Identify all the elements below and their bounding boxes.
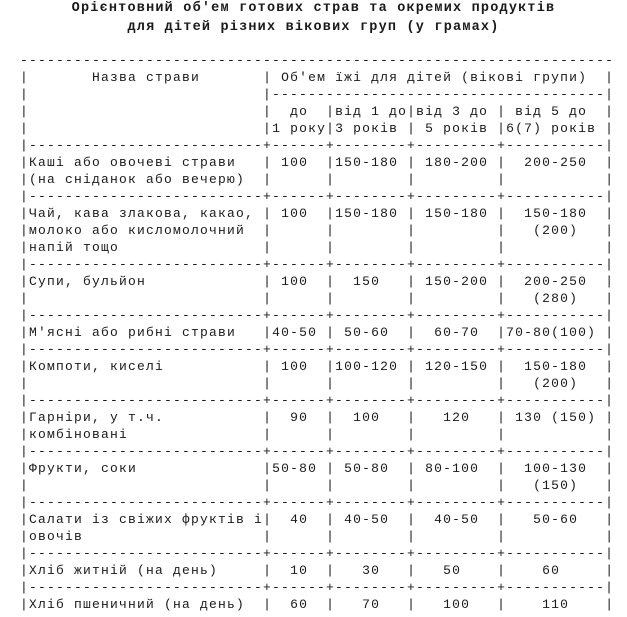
column-border: | (263, 512, 273, 527)
table-row-line (20, 409, 614, 426)
column-border: | (605, 155, 615, 170)
column-border: | (263, 291, 273, 306)
row-divider (20, 341, 614, 358)
divider-rule: |--------------------------+------+--------+---------+-----------| (20, 546, 615, 561)
portion-value (335, 240, 407, 255)
row-divider (20, 443, 614, 460)
column-border: | (326, 104, 336, 119)
dish-name: Фрукти, соки (29, 461, 264, 476)
table-row-line (20, 205, 614, 222)
column-border: | (326, 427, 336, 442)
column-border: | (605, 104, 615, 119)
column-border: | (605, 274, 615, 289)
column-border: | (497, 155, 507, 170)
header-line (20, 69, 614, 86)
portion-value (272, 291, 326, 306)
column-border: | (20, 410, 30, 425)
column-border: | (497, 461, 507, 476)
header-line (20, 103, 614, 120)
divider-rule: |--------------------------+------+--------+---------+-----------| (20, 580, 615, 595)
column-border: | (20, 104, 264, 119)
column-border: | (326, 410, 336, 425)
column-border: | (497, 104, 507, 119)
portion-value (506, 529, 605, 544)
portion-value: 120-150 (416, 359, 498, 374)
header-line (20, 120, 614, 137)
column-border: | (407, 206, 417, 221)
table-row-line (20, 426, 614, 443)
portion-value: 100 (272, 206, 327, 221)
document-title-line-2: для дітей різних вікових груп (у грамах) (127, 20, 500, 35)
dish-name: Супи, бульйон (29, 274, 264, 289)
column-border: | (605, 121, 615, 136)
age-group-header: 1 року (272, 121, 327, 136)
portion-value: 150-180 (335, 155, 408, 170)
column-border: | (407, 325, 417, 340)
row-divider (20, 579, 614, 596)
portion-value: 90 (272, 410, 327, 425)
column-border: | (497, 359, 507, 374)
column-border: | (407, 461, 417, 476)
table-row-line (20, 290, 614, 307)
portion-value (272, 223, 326, 238)
portion-value: 60 (506, 563, 606, 578)
column-border: | (326, 512, 336, 527)
column-border: | (407, 291, 417, 306)
dish-name: Чай, кава злакова, какао, (29, 206, 264, 221)
column-border: | (263, 121, 273, 136)
column-border: | (497, 291, 507, 306)
portion-value: 60 (272, 597, 327, 612)
divider-rule: |--------------------------+------+--------+---------+-----------| (20, 444, 615, 459)
column-border: | (326, 155, 336, 170)
row-divider (20, 494, 614, 511)
column-border: | (20, 223, 30, 238)
portion-value (416, 478, 497, 493)
column-border: | (263, 563, 273, 578)
column-border: | (497, 478, 507, 493)
dish-name: Салати із свіжих фруктів і (29, 512, 264, 527)
portion-value (416, 376, 497, 391)
table-row-line (20, 460, 614, 477)
portion-value: 150-200 (416, 274, 498, 289)
column-border: | (605, 427, 615, 442)
header-name-label: Назва страви (29, 70, 264, 85)
column-border: | (326, 291, 336, 306)
column-border: | (497, 240, 507, 255)
table-row-line (20, 562, 614, 579)
column-border: | (605, 206, 615, 221)
age-group-header: 3 років (335, 121, 408, 136)
portion-size-table (20, 52, 614, 613)
divider-rule: |--------------------------+------+--------+---------+-----------| (20, 138, 615, 153)
dish-name: Хліб пшеничний (на день) (29, 597, 264, 612)
age-group-header: 6(7) років (506, 121, 606, 136)
column-border: | (20, 461, 30, 476)
column-border: | (407, 274, 417, 289)
column-border: | (407, 563, 417, 578)
column-border: | (263, 104, 273, 119)
column-border: | (263, 325, 273, 340)
column-border: | (263, 206, 273, 221)
column-border: | (605, 325, 615, 340)
portion-value (335, 291, 407, 306)
portion-value: 130 (150) (506, 410, 606, 425)
portion-value (272, 529, 326, 544)
portion-value (335, 172, 407, 187)
column-border: | (20, 478, 30, 493)
dish-name: Компоти, киселі (29, 359, 264, 374)
column-border: | (407, 155, 417, 170)
portion-value: 40-50 (416, 512, 498, 527)
column-border: | (20, 427, 30, 442)
column-border: | (20, 529, 30, 544)
column-border: | (407, 104, 417, 119)
column-border: | (605, 597, 615, 612)
divider-rule: |--------------------------+------+--------+---------+-----------| (20, 189, 615, 204)
dish-name: Каші або овочеві страви (29, 155, 264, 170)
column-border: | (497, 597, 507, 612)
table-row-line (20, 596, 614, 613)
portion-value: 70 (335, 597, 408, 612)
column-border: | (20, 359, 30, 374)
column-border: | (20, 240, 30, 255)
portion-value: 50-60 (506, 512, 606, 527)
portion-value: 150 (335, 274, 408, 289)
age-group-header: від 3 до (416, 104, 498, 119)
divider-rule: |--------------------------+------+--------+---------+-----------| (20, 342, 615, 357)
row-divider (20, 545, 614, 562)
column-border: | (263, 155, 273, 170)
dish-name: М'ясні або рибні страви (29, 325, 264, 340)
table-row-line (20, 171, 614, 188)
portion-value (506, 427, 605, 442)
column-border: | (326, 274, 336, 289)
header-line (20, 86, 614, 103)
column-border: | (20, 70, 30, 85)
column-border: | (263, 376, 273, 391)
portion-value: 100 (272, 359, 327, 374)
row-divider (20, 392, 614, 409)
divider-rule: |--------------------------+------+--------+---------+-----------| (20, 495, 615, 510)
column-border: | (20, 512, 30, 527)
table-row-line (20, 528, 614, 545)
column-border: | (497, 223, 507, 238)
column-border: | (605, 223, 615, 238)
column-border: | (326, 478, 336, 493)
column-border: | (263, 172, 273, 187)
column-border: | (263, 427, 273, 442)
column-border: | (407, 410, 417, 425)
column-border: | (407, 172, 417, 187)
column-border: | (20, 155, 30, 170)
column-border: | (326, 461, 336, 476)
dish-name: молоко або кисломолочний (29, 223, 264, 238)
column-border: | (20, 597, 30, 612)
column-border: | (497, 274, 507, 289)
portion-value: 100 (335, 410, 408, 425)
table-row-line (20, 222, 614, 239)
portion-value (416, 291, 497, 306)
column-border: | (407, 478, 417, 493)
column-border: | (497, 410, 507, 425)
column-border: | (497, 325, 507, 340)
column-border: | (407, 597, 417, 612)
dish-name (29, 291, 263, 306)
column-border: | (605, 529, 615, 544)
column-border: | (407, 359, 417, 374)
table-top-rule (20, 52, 614, 69)
portion-value: 150-180 (416, 206, 498, 221)
portion-value: 50-80 (335, 461, 408, 476)
column-border: | (407, 427, 417, 442)
portion-value (506, 172, 605, 187)
portion-value: 150-180 (506, 359, 606, 374)
portion-value (416, 529, 497, 544)
column-border: | (605, 70, 615, 85)
table-row-line (20, 375, 614, 392)
column-border: | (263, 529, 273, 544)
column-border: | (20, 291, 30, 306)
column-border: | (263, 240, 273, 255)
portion-value: 110 (506, 597, 606, 612)
column-border: | (407, 240, 417, 255)
dish-name (29, 376, 263, 391)
portion-value: 100-130 (506, 461, 606, 476)
portion-value (272, 376, 326, 391)
dish-name (29, 478, 263, 493)
portion-value: (200) (506, 223, 606, 238)
portion-value (272, 478, 326, 493)
dish-name: овочів (29, 529, 264, 544)
column-border: | (605, 240, 615, 255)
column-border: | (20, 121, 264, 136)
column-border: | (407, 512, 417, 527)
age-group-header: від 1 до (335, 104, 408, 119)
portion-value (272, 427, 326, 442)
portion-value: 80-100 (416, 461, 498, 476)
row-divider (20, 256, 614, 273)
portion-value (272, 172, 326, 187)
portion-value: 200-250 (506, 155, 606, 170)
portion-value (335, 427, 407, 442)
portion-value: (200) (506, 376, 606, 391)
divider-rule: |--------------------------+------+--------+---------+-----------| (20, 393, 615, 408)
column-border: | (326, 376, 336, 391)
portion-value (335, 478, 407, 493)
portion-value: 50-60 (335, 325, 408, 340)
column-border: | (263, 359, 273, 374)
dish-name: (на сніданок або вечерю) (29, 172, 264, 187)
table-row-line (20, 239, 614, 256)
portion-value: 100 (272, 274, 327, 289)
row-divider (20, 137, 614, 154)
portion-value (416, 172, 497, 187)
column-border: | (605, 410, 615, 425)
portion-value: 30 (335, 563, 408, 578)
column-border: | (326, 325, 336, 340)
column-border: | (497, 121, 507, 136)
portion-value: 150-180 (335, 206, 408, 221)
table-row-line (20, 273, 614, 290)
portion-value: 40-50 (272, 325, 327, 340)
column-border: | (20, 274, 30, 289)
portion-value (335, 376, 407, 391)
row-divider (20, 188, 614, 205)
column-border: | (407, 376, 417, 391)
table-row-line (20, 324, 614, 341)
column-border: | (407, 121, 417, 136)
dish-name: напій тощо (29, 240, 264, 255)
portion-value: 10 (272, 563, 327, 578)
column-border: | (497, 563, 507, 578)
column-border: | (20, 563, 30, 578)
portion-value: 50-80 (272, 461, 327, 476)
portion-value (335, 529, 407, 544)
dish-name: комбіновані (29, 427, 264, 442)
column-border: | (605, 359, 615, 374)
portion-value: (280) (506, 291, 606, 306)
portion-value: 180-200 (416, 155, 498, 170)
portion-value: 100 (272, 155, 327, 170)
portion-value (416, 240, 497, 255)
divider-rule: ------------------------------------------------------------------ (20, 53, 615, 68)
portion-value: 50 (416, 563, 498, 578)
column-border: | (263, 461, 273, 476)
age-group-header: до (272, 104, 327, 119)
column-border: | (326, 240, 336, 255)
portion-value: 70-80(100) (506, 325, 606, 340)
portion-value: 100 (416, 597, 498, 612)
header-group-label: Об'ем їжі для дітей (вікові групи) (272, 70, 606, 85)
portion-value: 40-50 (335, 512, 408, 527)
column-border: | (407, 223, 417, 238)
column-border: | (263, 478, 273, 493)
column-border: | (497, 172, 507, 187)
portion-value (416, 427, 497, 442)
column-border: | (605, 478, 615, 493)
portion-value (506, 240, 605, 255)
column-border: | (605, 512, 615, 527)
document-title-line-1: Орієнтовний об'ем готових страв та окремих продуктів (71, 1, 556, 16)
portion-value (272, 240, 326, 255)
column-border: | (263, 70, 273, 85)
portion-value: 60-70 (416, 325, 498, 340)
divider-rule: |--------------------------+------+--------+---------+-----------| (20, 257, 615, 272)
column-border: | (605, 461, 615, 476)
column-border: | (326, 121, 336, 136)
column-border: | (263, 597, 273, 612)
column-border: | (605, 172, 615, 187)
column-border: | (497, 512, 507, 527)
column-border: | (263, 223, 273, 238)
column-border: | (326, 223, 336, 238)
column-border: | (263, 274, 273, 289)
portion-value: 150-180 (506, 206, 606, 221)
column-border: | (605, 376, 615, 391)
column-border: | (326, 597, 336, 612)
dish-name: Гарніри, у т.ч. (29, 410, 264, 425)
table-row-line (20, 511, 614, 528)
column-border: | (326, 563, 336, 578)
portion-value: 100-120 (335, 359, 408, 374)
divider-rule: | |-------------------------------------| (20, 87, 615, 102)
portion-value: (150) (506, 478, 606, 493)
column-border: | (20, 376, 30, 391)
column-border: | (263, 410, 273, 425)
age-group-header: 5 років (416, 121, 498, 136)
column-border: | (497, 529, 507, 544)
column-border: | (20, 325, 30, 340)
table-row-line (20, 358, 614, 375)
portion-value: 120 (416, 410, 498, 425)
portion-value: 200-250 (506, 274, 606, 289)
column-border: | (326, 529, 336, 544)
column-border: | (605, 291, 615, 306)
portion-value (416, 223, 497, 238)
table-row-line (20, 154, 614, 171)
column-border: | (497, 376, 507, 391)
column-border: | (326, 172, 336, 187)
column-border: | (20, 206, 30, 221)
dish-name: Хліб житній (на день) (29, 563, 264, 578)
age-group-header: від 5 до (506, 104, 606, 119)
column-border: | (326, 359, 336, 374)
column-border: | (20, 172, 30, 187)
column-border: | (497, 427, 507, 442)
column-border: | (407, 529, 417, 544)
portion-value (335, 223, 407, 238)
divider-rule: |--------------------------+------+--------+---------+-----------| (20, 308, 615, 323)
table-row-line (20, 477, 614, 494)
row-divider (20, 307, 614, 324)
column-border: | (497, 206, 507, 221)
column-border: | (605, 563, 615, 578)
column-border: | (326, 206, 336, 221)
portion-value: 40 (272, 512, 327, 527)
